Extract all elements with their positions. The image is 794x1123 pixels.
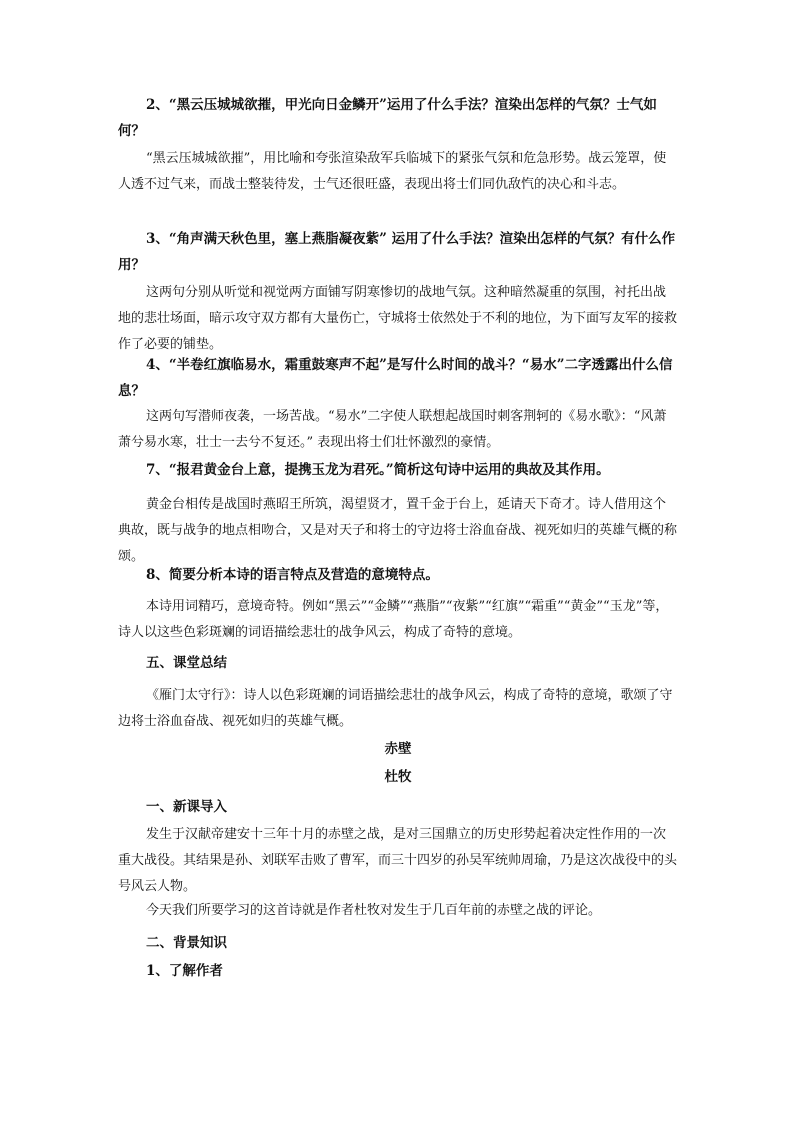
intro-text-2: 今天我们所要学习的这首诗就是作者杜牧对发生于几百年前的赤壁之战的评论。	[146, 903, 602, 918]
subsection-author-heading: 1、了解作者	[146, 963, 223, 979]
answer-3: 这两句分别从听觉和视觉两方面铺写阴寒惨切的战地气氛。这种暗然凝重的氛围，衬托出战地的悲壮场面，暗示攻守双方都有大量伤亡，守城将士依然处于不利的地位，为下面写友军的接救作了必要的铺垫。	[118, 285, 678, 352]
question-7: 7、“报君黄金台上意，提携玉龙为君死。”简析这句诗中运用的典故及其作用。	[146, 462, 610, 478]
answer-7: 黄金台相传是战国时燕昭王所筑，渴望贤才，置千金于台上，延请天下奇才。诗人借用这个典故，既与战争的地点相吻合，又是对天子和将士的守边将士浴血奋战、视死如归的英雄气概的称颂。	[118, 497, 678, 564]
answer-4: 这两句写潜师夜袭，一场苦战。“易水”二字使人联想起战国时刺客荆轲的《易水歌》：“风萧萧兮易水寒，壮士一去兮不复还。” 表现出将士们壮怀激烈的豪情。	[118, 409, 667, 450]
section-summary-heading: 五、课堂总结	[146, 655, 227, 671]
question-2: 2、“黑云压城城欲摧，甲光向日金鳞开”运用了什么手法？渲染出怎样的气氛？士气如何？	[118, 97, 657, 139]
poem-title: 赤壁	[384, 741, 412, 757]
question-8: 8、简要分析本诗的语言特点及营造的意境特点。	[146, 567, 439, 583]
question-4: 4、“半卷红旗临易水，霜重鼓寒声不起”是写什么时间的战斗？“易水”二字透露出什么信息？	[118, 357, 673, 399]
section-background-heading: 二、背景知识	[146, 935, 227, 951]
poem-author: 杜牧	[384, 769, 412, 785]
section-intro-heading: 一、新课导入	[146, 799, 227, 815]
question-3: 3、“角声满天秋色里，塞上燕脂凝夜紫” 运用了什么手法？渲染出怎样的气氛？有什么作用？	[118, 231, 676, 273]
summary-text: 《雁门太守行》：诗人以色彩斑斓的词语描绘悲壮的战争风云，构成了奇特的意境，歌颂了守边将士浴血奋战、视死如归的英雄气概。	[118, 688, 673, 729]
answer-8: 本诗用词精巧，意境奇特。例如“黑云”“金鳞”“燕脂”“夜紫”“红旗”“霜重”“黄金”“玉龙”等，诗人以这些色彩斑斓的词语描绘悲壮的战争风云，构成了奇特的意境。	[118, 599, 669, 640]
intro-text: 发生于汉献帝建安十三年十月的赤壁之战，是对三国鼎立的历史形势起着决定性作用的一次重大战役。其结果是孙、刘联军击败了曹军，而三十四岁的孙吴军统帅周瑜，乃是这次战役中的头号风云人物。	[118, 827, 678, 894]
answer-2: “黑云压城城欲摧”，用比喻和夸张渲染敌军兵临城下的紧张气氛和危急形势。战云笼罩，使人透不过气来，而战士整装待发，士气还很旺盛，表现出将士们同仇敌忾的决心和斗志。	[118, 151, 667, 192]
